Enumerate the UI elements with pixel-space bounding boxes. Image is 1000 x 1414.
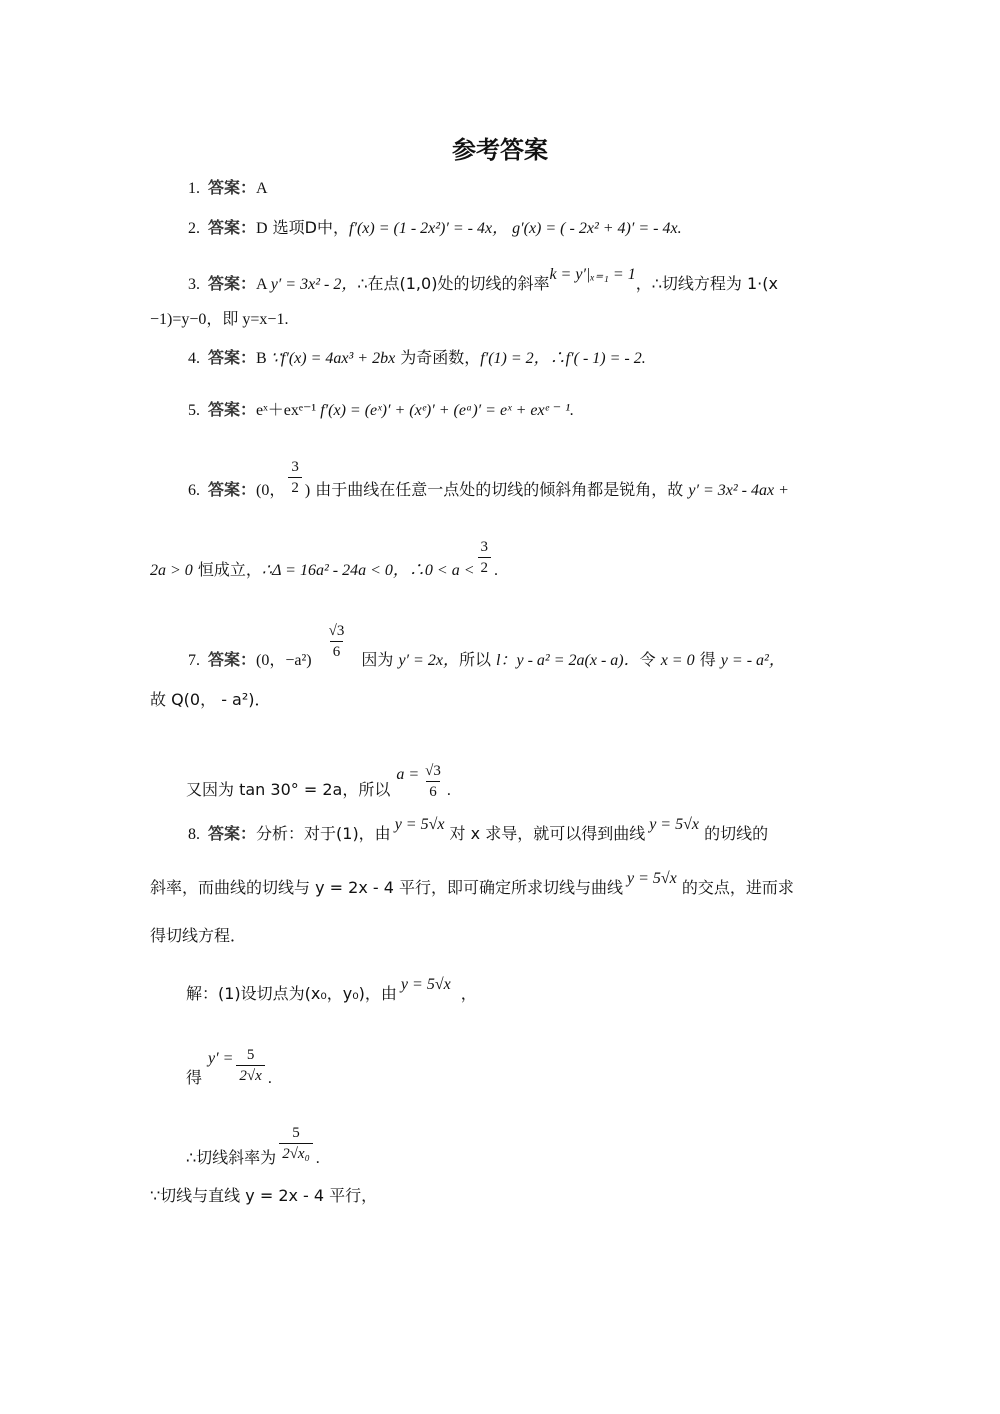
answer-label: 答案：: [208, 274, 257, 293]
answer-item-8-line3: [150, 926, 246, 947]
explanation-text: 选项D中，: [267, 218, 349, 237]
answer-value: (0，−a²): [256, 652, 312, 670]
answer-item-1: [188, 178, 268, 199]
math-expression: f′(x) = (eˣ)′ + (xᵉ)′ + (eᵃ)′ = eˣ + exᵉ ⁻ ¹.: [320, 402, 575, 419]
item-number: 7.: [188, 652, 200, 670]
answer-label: 答案：: [208, 400, 257, 419]
fraction: $\frac{3}{2}$: [288, 458, 302, 497]
explanation-text: ∴在点(1,0)处的切线的斜率: [357, 274, 550, 293]
explanation-text: 由于曲线在任意一点处的切线的倾斜角都是锐角，故: [310, 480, 689, 500]
answer-item-8: [188, 816, 769, 845]
item-number: 3.: [188, 276, 200, 293]
curve-formula: y = 5√x: [394, 816, 445, 833]
math-expression: y′ = 3x² - 2，: [270, 276, 358, 293]
explanation-text: 又因为 tan 30° = 2a，所以: [186, 780, 391, 800]
math-expression: ∴Δ = 16a² - 24a < 0，∴0 < a <: [261, 562, 475, 580]
explanation-text: 得: [186, 1068, 203, 1088]
explanation-text: 得: [694, 650, 721, 670]
page-title: 参考答案: [452, 136, 548, 164]
explanation-text: ∵切线与直线 y = 2x - 4 平行，: [150, 1186, 378, 1205]
math-expression: f′(1) = 2，∴f′( - 1) = - 2.: [480, 350, 646, 367]
explanation-text: 故 Q(0， - a²)．: [150, 690, 271, 709]
math-expression: y′ = 2x，: [398, 652, 459, 670]
item-number: 5.: [188, 402, 200, 419]
math-expression: a =: [396, 766, 420, 784]
explanation-text: 分析：对于(1)，由: [256, 824, 391, 843]
fraction: $\frac{√3}{6}$: [328, 623, 345, 660]
math-expression: ∵f′(x) = 4ax³ + 2bx: [270, 350, 396, 367]
answer-value: (0，: [256, 482, 286, 500]
math-expression: f′(x) = (1 - 2x²)′ = - 4x，: [349, 220, 509, 237]
answer-label: 答案：: [208, 824, 257, 843]
fraction: $\frac{5}{\text{2√x₀}}$: [279, 1124, 313, 1163]
solution-step-2: 得y′ = $\frac{5}{2√x}$ .: [186, 1047, 272, 1088]
answer-item-6-continued: 2a > 0 恒成立，∴Δ = 16a² - 24a < 0，∴0 < a < $\frac{3}{2}$ .: [150, 539, 498, 580]
answer-item-5: [188, 400, 574, 421]
solution-step-3: ∴切线斜率为 $\frac{5}{\text{2√x₀}}$ .: [186, 1125, 320, 1168]
slope-formula: k = y′|ₓ₌₁ = 1: [549, 266, 636, 283]
math-expression: l：y - a² = 2a(x - a)．: [496, 652, 640, 670]
explanation-text: 所以: [458, 650, 497, 670]
fraction: $\frac{5}{2√x}$: [236, 1046, 264, 1085]
explanation-text: 令: [639, 650, 661, 670]
curve-formula: y = 5√x: [649, 816, 699, 833]
explanation-text: 斜率，而曲线的切线与 y = 2x - 4 平行，即可确定所求切线与曲线: [150, 878, 623, 897]
answer-label: 答案：: [208, 348, 257, 367]
item-number: 2.: [188, 220, 200, 237]
explanation-text: 对 x 求导，就可以得到曲线: [444, 824, 646, 843]
answer-label: 答案：: [208, 178, 257, 197]
answer-item-4: [188, 348, 646, 369]
curve-formula: y = 5√x: [627, 870, 677, 887]
answer-value: B: [256, 350, 267, 367]
answer-item-7-conclusion: 又因为 tan 30° = 2a，所以a = $\frac{√3}{6}$ .: [186, 763, 451, 800]
solution-step-1: 解：(1)设切点为(x₀，y₀)，由 y = 5√x，: [186, 976, 477, 1003]
explanation-text: ，∴切线方程为 1·(x: [635, 274, 778, 293]
explanation-text: 得切线方程．: [150, 926, 247, 945]
item-number: 8.: [188, 826, 200, 843]
math-expression: x = 0: [660, 652, 695, 670]
explanation-text: 解：(1)设切点为(x₀，y₀)，由: [186, 984, 397, 1003]
math-expression: 2a > 0: [150, 562, 193, 580]
solution-step-4: [150, 1186, 377, 1207]
answer-item-2: [188, 218, 682, 239]
math-expression: y = - a²，: [720, 652, 785, 670]
explanation-text: 为奇函数，: [395, 348, 481, 367]
math-expression: g′(x) = ( - 2x² + 4)′ = - 4x.: [512, 220, 682, 237]
answer-value: D: [256, 220, 268, 237]
explanation-text: 的切线的: [698, 824, 769, 843]
answer-item-7: [188, 623, 785, 681]
answer-item-3-continued: [150, 310, 288, 330]
answer-item-7-continued: [150, 690, 271, 711]
answer-value: A: [256, 276, 267, 293]
answer-item-3: [188, 266, 778, 295]
math-expression: y′ =: [208, 1050, 234, 1068]
answer-item-8-line2: [150, 870, 794, 899]
math-expression: y′ = 3x² - 4ax +: [688, 482, 789, 500]
answer-item-6: 6. 答案：(0， $\frac{3}{2}$ ) 由于曲线在任意一点处的切线的倾斜角都是锐角，故 y′ = 3x² - 4ax +: [188, 459, 789, 500]
answer-label: 答案：: [208, 218, 257, 237]
math-expression: −1)=y−0，即 y=x−1.: [150, 311, 289, 328]
answer-value: eˣ＋exᵉ⁻¹: [256, 402, 317, 419]
explanation-text: 的交点，进而求: [676, 878, 794, 897]
item-number: 1.: [188, 180, 200, 197]
fraction: $\frac{√3}{6}$: [425, 763, 441, 800]
item-number: 6.: [188, 482, 200, 500]
curve-formula: y = 5√x: [400, 976, 451, 993]
explanation-text: ∴切线斜率为: [186, 1148, 277, 1168]
explanation-text: 因为: [361, 650, 399, 670]
item-number: 4.: [188, 350, 200, 367]
answer-value: A: [256, 180, 268, 197]
fraction: $\frac{3}{2}$: [478, 538, 492, 577]
answer-label: 答案：: [208, 650, 257, 670]
answer-label: 答案：: [208, 480, 257, 500]
explanation-text: 恒成立，: [192, 560, 262, 580]
